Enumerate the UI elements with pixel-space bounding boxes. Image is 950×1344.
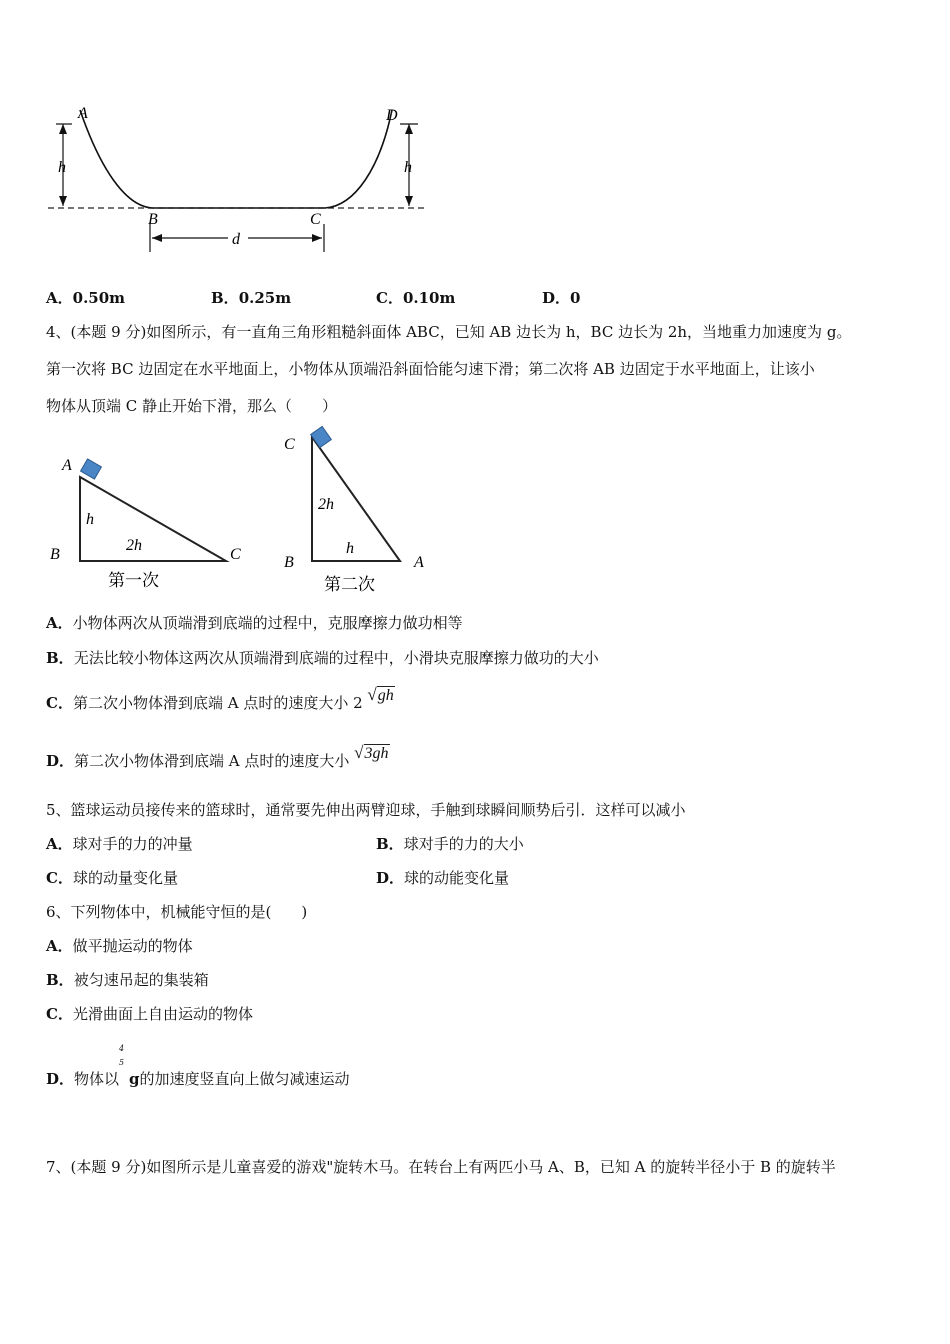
block-second [311,426,332,447]
track-figure [40,98,440,268]
q4-stem-line2: 第一次将 BC 边固定在水平地面上，小物体从顶端沿斜面恰能匀速下滑；第二次将 AB 边固定于水平地面上，让该小 [46,360,815,378]
first-label-C: C [230,546,241,563]
q6-stem: 6、下列物体中，机械能守恒的是( ) [46,903,308,921]
q5-stem: 5、篮球运动员接传来的篮球时，通常要先伸出两臂迎球，手触到球瞬间顺势后引．这样可以减小 [46,801,686,819]
q6-option-c: C．光滑曲面上自由运动的物体 [46,1005,253,1023]
q5-option-c: C．球的动量变化量 [46,869,178,887]
sqrt-3gh: √3gh [354,743,389,762]
second-label-B: B [284,554,294,571]
label-h-right: h [404,159,412,176]
q4-option-d: D．第二次小物体滑到底端 A 点时的速度大小 √3gh [46,743,389,770]
label-B: B [148,211,158,228]
first-label-h: h [86,511,94,528]
q3-option-b: B．0.25m [211,289,292,307]
q7-stem: 7、(本题 9 分)如图所示是儿童喜爱的游戏"旋转木马。在转台上有两匹小马 A、B，已知 A 的旋转半径小于 B 的旋转半 [46,1158,836,1176]
fraction-4-5: 4 5 [119,1044,125,1067]
q3-option-d: D．0 [542,289,581,307]
q4-option-b: B．无法比较小物体这两次从顶端滑到底端的过程中，小滑块克服摩擦力做功的大小 [46,649,599,667]
q4-stem-line1: 4、(本题 9 分)如图所示，有一直角三角形粗糙斜面体 ABC，已知 AB 边长为 h，BC 边长为 2h，当地重力加速度为 g。 [46,323,852,341]
label-h-left: h [58,159,66,176]
triangle-first-figure [46,440,256,600]
second-label-h: h [346,540,354,557]
q5-option-b: B．球对手的力的大小 [376,835,524,853]
q3-option-a: A．0.50m [46,289,126,307]
q4-option-c: C．第二次小物体滑到底端 A 点时的速度大小 2 √gh [46,685,394,712]
label-D: D [386,107,398,124]
q4-option-a: A．小物体两次从顶端滑到底端的过程中，克服摩擦力做功相等 [46,614,463,632]
first-label-B: B [50,546,60,563]
label-A: A [78,105,88,122]
second-label-C: C [284,436,295,453]
q3-option-c: C．0.10m [376,289,456,307]
block-first [81,459,102,479]
first-caption: 第一次 [108,571,159,590]
q6-option-a: A．做平抛运动的物体 [46,937,193,955]
triangle-second-figure [278,425,438,600]
second-caption: 第二次 [324,575,375,594]
first-label-A: A [62,457,72,474]
q5-option-d: D．球的动能变化量 [376,869,510,887]
second-label-2h: 2h [318,496,334,513]
q6-option-d: D．物体以 4 5 g的加速度竖直向上做匀减速运动 [46,1044,350,1088]
q6-option-b: B．被匀速吊起的集装箱 [46,971,209,989]
second-label-A: A [414,554,424,571]
sqrt-gh: √gh [367,685,394,704]
q4-stem-line3: 物体从顶端 C 静止开始下滑，那么（ ） [46,397,338,415]
label-d: d [232,231,240,248]
track-curve [80,110,392,208]
first-label-2h: 2h [126,537,142,554]
q5-option-a: A．球对手的力的冲量 [46,835,193,853]
label-C: C [310,211,321,228]
